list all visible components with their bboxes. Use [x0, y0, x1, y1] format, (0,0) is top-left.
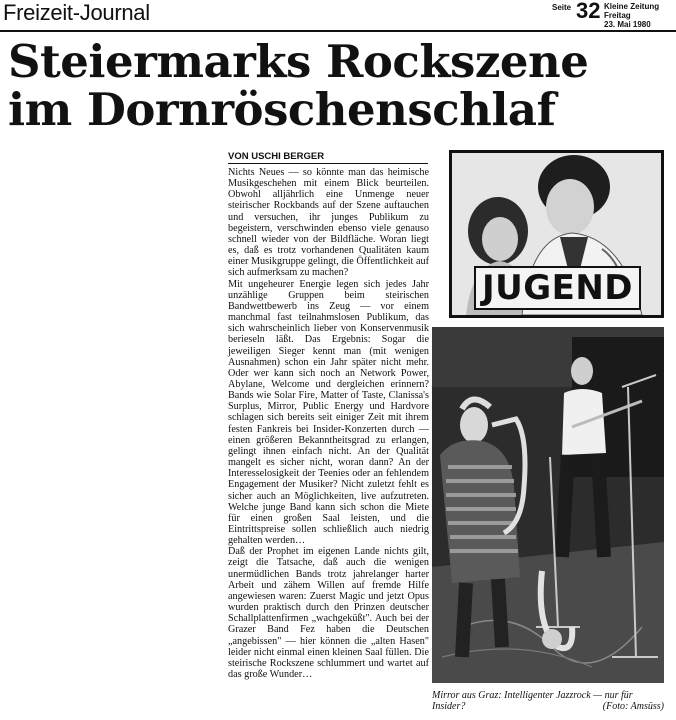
- article-paragraph: Nichts Neues — so könnte man das heimische Musikgeschehen mit einem Blick beurteilen. Obwohl alljährlich eine Unmenge neuer steirischer Rockbands auf der Szene auftauchen und versuchen, ihr junges Publikum zu begeistern, verschwinden ebenso viele genauso schnell wieder von der Bildfläche. Woran liegt es, daß es trotz vorhandenen Qualitäten kaum einer Musikgruppe gelingt, die Öffentlichkeit auf sich aufmerksam zu machen?: [228, 167, 429, 279]
- byline: VON USCHI BERGER: [228, 151, 428, 164]
- band-photo: [432, 327, 664, 683]
- publication-weekday: Freitag: [604, 11, 631, 20]
- section-title: Freizeit-Journal: [3, 0, 150, 25]
- headline-line-1: Steiermarks Rockszene: [8, 35, 589, 88]
- publication-meta: [604, 2, 659, 29]
- page-label: Seite: [552, 3, 572, 12]
- article-paragraph: Mit ungeheurer Energie legen sich jedes Jahr unzählige Gruppen beim steirischen Bandwettbewerb ins Zeug — vor einem manchmal fast teilnahmslosen Publikum, das sich wahrscheinlich lieber von Konservenmusik berieseln läßt. Das Ergebnis: Sogar die jeweiligen Sieger kennt man (mit wenigen Ausnahmen) schon ein Jahr später nicht mehr. Oder wer kann sich noch an Network Power, Abylane, Welcome und dergleichen erinnern? Bands wie Solar Fire, Matter of Taste, Clanissa's Surplus, Mirror, Public Energy und Hardvore schlagen sich bereits seit einiger Zeit mit ihrem festen Fankreis bei Insider-Konzerten durch — einen größeren Bekanntheitsgrad zu erlangen, gelingt ihnen einfach nicht. An der Qualität mangelt es sicher nicht, woran dann? An der Interesselosigkeit der Teenies oder an fehlendem Engagement der Musiker? Nicht zuletzt fehlt es sicher auch an Möglichkeiten, live aufzutreten. Welche junge Band kann sich schon die Miete für einen großen Saal leisten, und die Eintrittspreise sollen schließlich auch niedrig gehalten werden…: [228, 278, 429, 547]
- jugend-section-logo: [449, 150, 664, 318]
- article-paragraph: Daß der Prophet im eigenen Lande nichts gilt, zeigt die Tatsache, daß auch die wenigen unermüdlichen Bands trotz jahrelanger harter Arbeit und zähem Willen auf fremde Hilfe angewiesen waren: Zuerst Magic und jetzt Opus wurden praktisch durch den Prinzen deutscher Schallplattenfirmen „wachgeküßt". Auch bei der Grazer Band Fez haben die Deutschen „angebissen" — hier können die „alten Hasen" leider nicht einmal einen kleinen Saal füllen. Die steirische Rockszene schlummert und wartet auf das große Wunder…: [228, 546, 429, 681]
- band-photo-image: [432, 327, 664, 683]
- photo-caption: [432, 690, 664, 712]
- masthead-rule: [0, 30, 676, 32]
- headline-line-2: im Dornröschenschlaf: [8, 83, 556, 136]
- jugend-label: JUGEND: [474, 266, 641, 310]
- page-number: 32: [576, 0, 601, 23]
- article-body: [228, 167, 429, 680]
- photo-credit: (Foto: Amsüss): [602, 701, 664, 712]
- publication-name: Kleine Zeitung: [604, 2, 660, 11]
- publication-date: 23. Mai 1980: [604, 20, 651, 29]
- headline: [8, 35, 672, 136]
- photo-caption-text: Mirror aus Graz: Intelligenter Jazzrock — nur für Insider?: [432, 690, 633, 712]
